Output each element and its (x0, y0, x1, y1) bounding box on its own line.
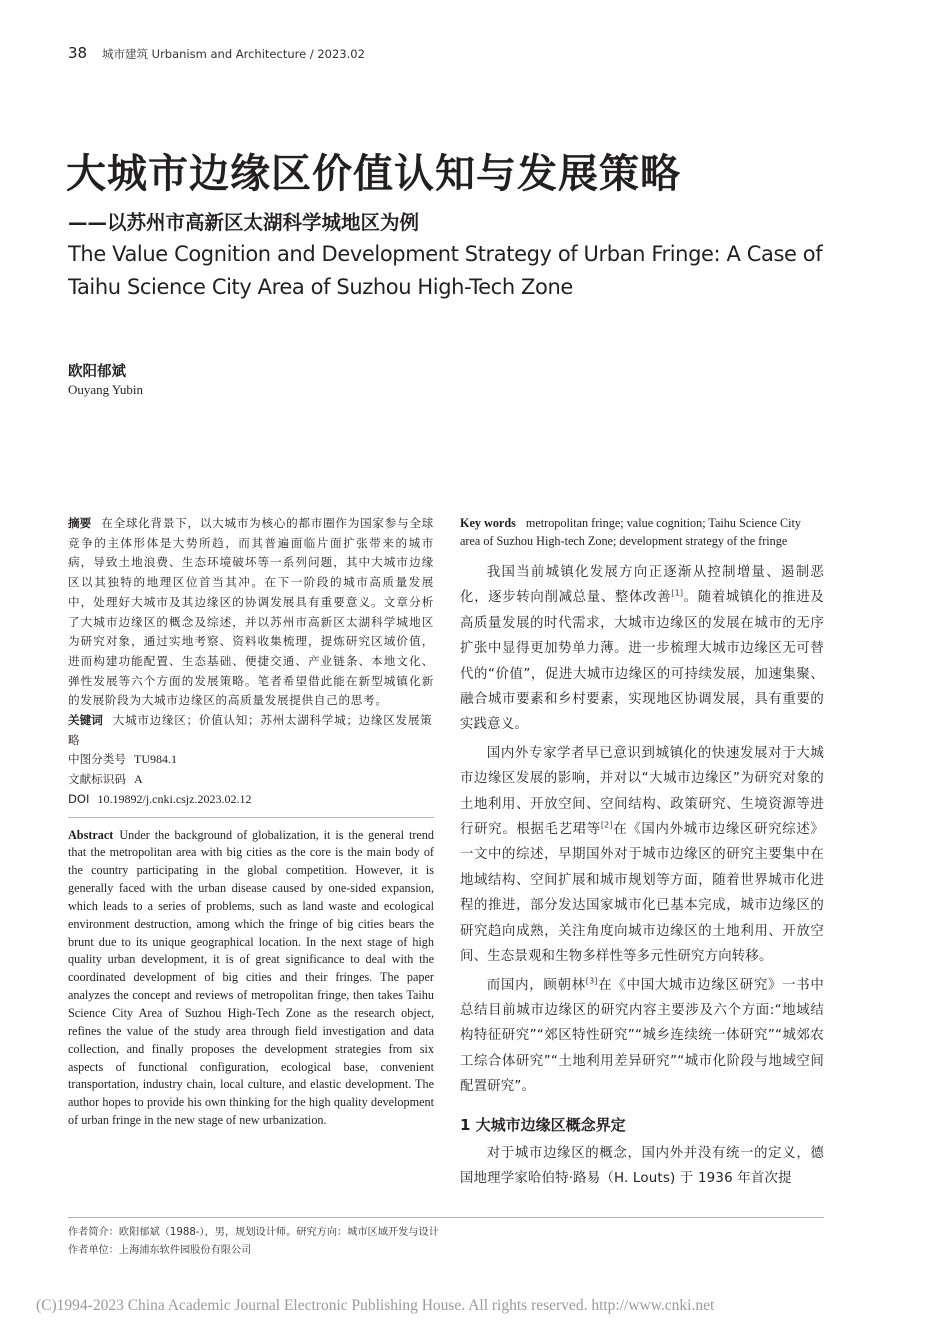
subtitle-zh: ——以苏州市高新区太湖科学城地区为例 (68, 211, 420, 234)
keywords-en-label: Key words (460, 516, 516, 530)
paragraph-text: 。随着城镇化的推进及高质量发展的时代需求，大城市边缘区的发展在城市的无序扩张中显得更加势单力薄。进一步梳理大城市边缘区无可替代的“价值”，促进大城市边缘区的可持续发展，加速集聚、融合城市要素和乡村要素，实现地区协调发展，具有重要的实践意义。 (460, 590, 825, 733)
title-en: The Value Cognition and Development Strategy of Urban Fringe: A Case of Taihu Science City Area of Suzhou High-Tech Zone (68, 242, 823, 299)
paragraph-text: 我国当前城镇化发展方向正逐渐从控制增量、遏制恶化，逐步转向削减总量、整体改善 (460, 565, 824, 606)
doc-code-value: A (133, 772, 143, 787)
body-paragraph: 对于城市边缘区的概念，国内外并没有统一的定义，德国地理学家哈伯特·路易（H. Louts) 于 1936 年首次提 (460, 1145, 824, 1186)
doi-label: DOI (68, 791, 90, 806)
doc-code-line (68, 770, 434, 790)
body-paragraph (460, 973, 824, 1100)
journal-header: 城市建筑 Urbanism and Architecture / 2023.02 (102, 47, 365, 61)
author-intro-footnote: 作者简介：欧阳郁斌（1988-），男，规划设计师。研究方向：城市区域开发与设计 (68, 1227, 439, 1238)
doc-code-label: 文献标识码 (68, 772, 126, 787)
citation-ref[interactable]: [3] (585, 976, 598, 986)
paragraph-text: 而国内，顾朝林 (486, 977, 586, 993)
affiliation-footnote: 作者单位：上海浦东软件园股份有限公司 (68, 1245, 252, 1256)
abstract-zh-label: 摘要 (68, 516, 92, 530)
citation-ref[interactable]: [1] (671, 588, 684, 598)
clc-line (68, 750, 434, 770)
author-name-zh: 欧阳郁斌 (68, 364, 126, 380)
page-number: 38 (68, 44, 88, 62)
section-heading: 1 大城市边缘区概念界定 (460, 1115, 626, 1134)
clc-label: 中图分类号 (68, 752, 126, 767)
title-zh: 大城市边缘区价值认知与发展策略 (66, 151, 681, 197)
keywords-en-text: metropolitan fringe; value cognition; Taihu Science City area of Suzhou High-tech Zone; development strategy of the fringe (460, 516, 801, 548)
doi-line (68, 790, 434, 810)
citation-ref[interactable]: [2] (600, 820, 613, 830)
abstract-en-label: Abstract (68, 827, 114, 842)
author-name-en: Ouyang Yubin (68, 382, 143, 397)
abstract-zh-text: 在全球化背景下，以大城市为核心的都市圈作为国家参与全球竞争的主体形体是大势所趋，而其普遍面临片面扩张带来的城市病，导致土地浪费、生态环境破坏等一系列问题，其中大城市边缘区以其独特的地理区位首当其冲。在下一阶段的城市高质量发展中，处理好大城市及其边缘区的协调发展具有重要意义。文章分析了大城市边缘区的概念及综述，并以苏州市高新区太湖科学城地区为研究对象，通过实地考察、资料收集梳理，提炼研究区域价值，进而构建功能配置、生态基础、便捷交通、产业链条、本地文化、弹性发展等六个方面的发展策略。笔者希望借此能在新型城镇化新的发展阶段为大城市边缘区的高质量发展提供自己的思考。 (68, 516, 434, 708)
paragraph-text: 在《中国大城市边缘区研究》一书中总结目前城市边缘区的研究内容主要涉及六个方面:“地域结构特征研究”“郊区特性研究”“城乡连续统一体研究”“城郊农工综合体研究”“土地利用差异研究”“城市化阶段与地域空间配置研究”。 (460, 977, 824, 1095)
footnote-divider (68, 1217, 824, 1218)
abstract-zh (68, 514, 434, 711)
copyright-watermark: (C)1994-2023 China Academic Journal Electronic Publishing House. All rights reserved. http://www.cnki.net (36, 1297, 715, 1314)
doi-value[interactable]: 10.19892/j.cnki.csjz.2023.02.12 (97, 791, 252, 806)
abstract-divider (68, 817, 434, 818)
keywords-zh (68, 711, 434, 750)
abstract-en (68, 827, 434, 1130)
body-paragraph (460, 560, 824, 738)
keywords-zh-text: 大城市边缘区；价值认知；苏州太湖科学城；边缘区发展策略 (68, 713, 433, 747)
right-column (460, 514, 824, 1194)
paragraph-text: 在《国内外城市边缘区研究综述》一文中的综述，早期国外对于城市边缘区的研究主要集中在地域结构、空间扩展和城市规划等方面，随着世界城市化进程的推进，部分发达国家城市化已基本完成，城市边缘区的研究趋向成熟，关注角度向城市边缘区的土地利用、开放空间、生态景观和生物多样性等多元性研究方向转移。 (460, 822, 825, 965)
keywords-en (460, 514, 824, 550)
body-paragraph (460, 741, 824, 970)
left-column (68, 514, 434, 1130)
clc-value: TU984.1 (133, 752, 177, 767)
keywords-zh-label: 关键词 (68, 713, 103, 728)
abstract-en-text: Under the background of globalization, it is the general trend that the metropolitan area with big cities as the core is the main body of the country participating in the global competition. However, it is generally faced with the urban disease caused by one-sided expansion, which leads to a series of problems, such as land waste and ecological environment destruction, among which the fringe of big cities bears the brunt due to its unique geographical location. In the next stage of high quality urban development, it is of great significance to deal with the coordinated development of big cities and their fringes. The paper analyzes the concept and reviews of metropolitan fringe, then takes Taihu Science City Area of Suzhou High-Tech Zone as the research object, refines the value of the study area through field investigation and data collection, and finally proposes the development strategies from six aspects of functional configuration, ecological base, convenient transportation, industry chain, local culture, and elastic development. The author hopes to provide his own thinking for the high quality development of urban fringe in the new stage of new urbanization. (68, 827, 434, 1128)
paragraph-text: 国内外专家学者早已意识到城镇化的快速发展对于大城市边缘区发展的影响，并对以“大城市边缘区”为研究对象的土地利用、开放空间、空间结构、政策研究、生境资源等进行研究。根据毛艺珺等 (460, 745, 824, 838)
